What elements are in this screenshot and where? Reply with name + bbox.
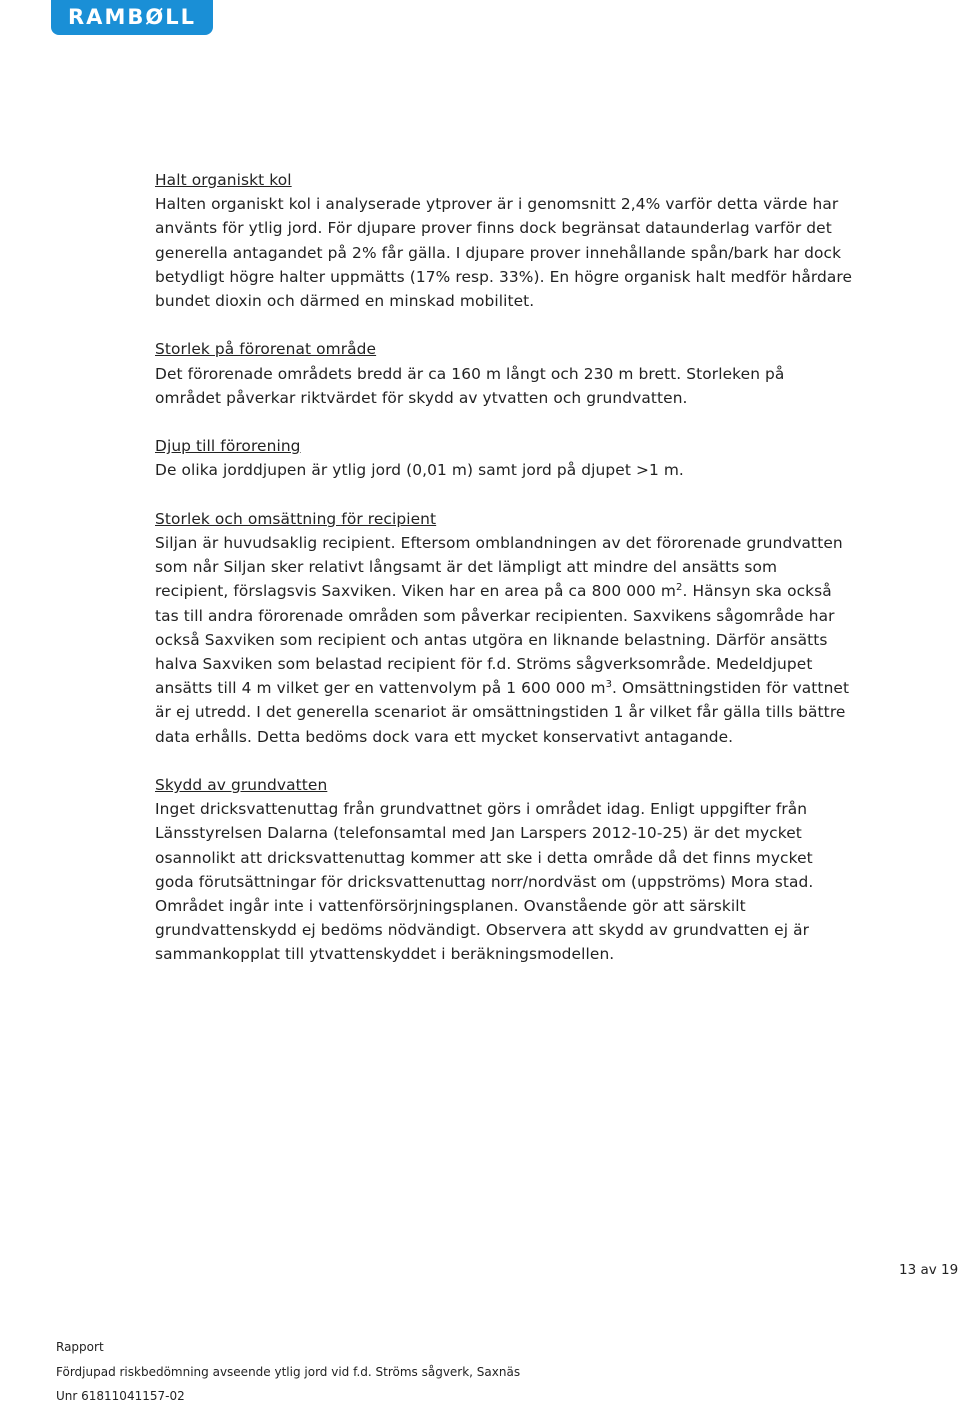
footer-document-type: Rapport xyxy=(56,1340,104,1354)
superscript: 3 xyxy=(605,679,613,691)
section-heading: Storlek på förorenat område xyxy=(155,340,377,359)
section-heading: Halt organiskt kol xyxy=(155,171,292,189)
section-paragraph: Inget dricksvattenuttag från grundvattnet görs i området idag. Enligt uppgifter från Länsstyrelsen Dalarna (telefonsamtal med Jan Larspers 2012-10-25) är det mycket osannolikt att dricksvattenuttag kommer att ske i detta område då det finns mycket goda förutsättningar för dricksvattenuttag norr/nordväst om (uppströms) Mora stad. Området ingår inte i vattenförsörjningsplanen. Ovanstående gör att särskilt grundvattenskydd ej bedöms nödvändigt. Observera att skydd av grundvatten ej är sammankopplat till ytvattenskyddet i beräkningsmodellen. xyxy=(155,800,814,964)
section-recipient xyxy=(155,507,855,749)
paragraph-text: Siljan är huvudsaklig recipient. Eftersom omblandningen av det förorenade grundvatten som når Siljan sker relativt långsamt är det lämpligt att mindre del ansätts som recipient, förslagsvis Saxviken. Viken har en area på ca 800 000 m xyxy=(155,534,843,601)
section-contaminated-area-size xyxy=(155,337,855,410)
footer-document-title: Fördjupad riskbedömning avseende ytlig jord vid f.d. Ströms sågverk, Saxnäs xyxy=(56,1365,521,1379)
section-heading: Storlek och omsättning för recipient xyxy=(155,509,437,528)
section-paragraph: De olika jorddjupen är ytlig jord (0,01 m) samt jord på djupet >1 m. xyxy=(155,461,684,480)
logo-text: RAMBØLL xyxy=(68,5,196,29)
document-body xyxy=(155,168,855,967)
section-paragraph: Halten organiskt kol i analyserade ytprover är i genomsnitt 2,4% varför detta värde har använts för ytlig jord. För djupare prover finns dock begränsat dataunderlag varför det generella antagandet på 2% får gälla. I djupare prover innehållande spån/bark har dock betydligt högre halter uppmätts (17% resp. 33%). En högre organisk halt medför hårdare bundet dioxin och därmed en minskad mobilitet. xyxy=(155,195,853,311)
section-heading: Skydd av grundvatten xyxy=(155,776,328,795)
page-number: 13 av 19 xyxy=(899,1262,959,1278)
rambol-logo xyxy=(51,0,213,35)
section-groundwater-protection xyxy=(155,773,855,967)
section-heading: Djup till förorening xyxy=(155,437,301,456)
paragraph-text: . Hänsyn ska också tas till andra förorenade områden som påverkar recipienten. Saxvikens sågområde har också Saxviken som recipient och antas utgöra en liknande belastning. Därför ansätts halva Saxviken som belastad recipient för f.d. Ströms sågverksområde. Medeldjupet ansätts till 4 m vilket ger en vattenvolym på 1 600 000 m xyxy=(155,582,835,698)
footer-project-number: Unr 61811041157-02 xyxy=(56,1389,185,1403)
paragraph-text: . Omsättningstiden för vattnet är ej utredd. I det generella scenariot är omsättningstiden 1 år vilket får gälla tills bättre data erhålls. Detta bedöms dock vara ett mycket konservativt antagande. xyxy=(155,679,850,746)
section-depth-to-contamination xyxy=(155,434,855,482)
section-paragraph xyxy=(155,531,855,749)
superscript: 2 xyxy=(676,582,683,594)
section-organic-carbon xyxy=(155,168,855,313)
section-paragraph: Det förorenade områdets bredd är ca 160 m långt och 230 m brett. Storleken på området påverkar riktvärdet för skydd av ytvatten och grundvatten. xyxy=(155,364,785,407)
